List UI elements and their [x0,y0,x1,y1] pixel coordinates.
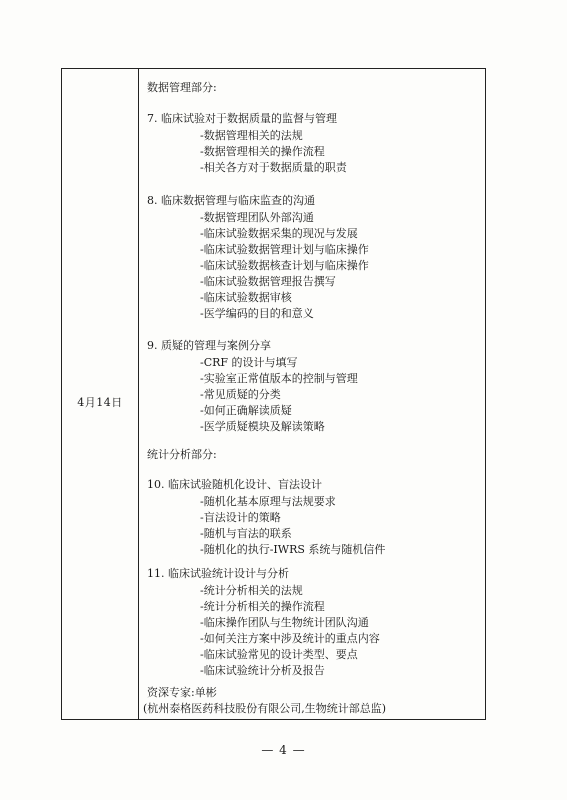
date-cell: 4月14日 [77,396,123,409]
section-9-item: -如何正确解读质疑 [200,404,292,417]
section-8-item: -临床试验数据采集的现况与发展 [200,227,358,240]
section-10-item: -随机与盲法的联系 [200,527,292,540]
section-11-item: -临床试验统计分析及报告 [200,664,325,677]
section-8-title: 8. 临床数据管理与临床监查的沟通 [147,194,315,207]
expert-affiliation: (杭州泰格医药科技股份有限公司,生物统计部总监) [143,702,387,715]
section-10-item: -随机化的执行-IWRS 系统与随机信件 [200,543,386,556]
section-9-item: -CRF 的设计与填写 [200,356,298,369]
section-8-item: -数据管理团队外部沟通 [200,211,314,224]
section-10-item: -随机化基本原理与法规要求 [200,495,336,508]
schedule-table [61,68,486,720]
section-7-title: 7. 临床试验对于数据质量的监督与管理 [147,112,337,125]
section-7-item: -相关各方对于数据质量的职责 [200,161,347,174]
section-7-item: -数据管理相关的操作流程 [200,145,325,158]
section-9-item: -常见质疑的分类 [200,388,281,401]
section-9-title: 9. 质疑的管理与案例分享 [147,339,271,352]
expert-name: 资深专家:单彬 [147,686,217,699]
page-number: — 4 — [261,743,306,757]
column-divider [138,69,139,719]
section-8-item: -临床试验数据管理计划与临床操作 [200,243,369,256]
section-11-item: -如何关注方案中涉及统计的重点内容 [200,632,380,645]
section-7-item: -数据管理相关的法规 [200,129,303,142]
section-10-item: -盲法设计的策略 [200,511,281,524]
section-8-item: -医学编码的目的和意义 [200,307,314,320]
section-9-item: -实验室正常值版本的控制与管理 [200,372,358,385]
section-9-item: -医学质疑模块及解读策略 [200,420,325,433]
section-11-item: -统计分析相关的法规 [200,584,303,597]
data-management-heading: 数据管理部分: [147,81,217,94]
section-11-item: -统计分析相关的操作流程 [200,600,325,613]
section-11-item: -临床操作团队与生物统计团队沟通 [200,616,369,629]
section-10-title: 10. 临床试验随机化设计、盲法设计 [147,478,322,491]
section-11-title: 11. 临床试验统计设计与分析 [147,567,289,580]
statistics-heading: 统计分析部分: [147,448,217,461]
section-8-item: -临床试验数据核查计划与临床操作 [200,259,369,272]
section-11-item: -临床试验常见的设计类型、要点 [200,648,358,661]
section-8-item: -临床试验数据管理报告撰写 [200,275,336,288]
section-8-item: -临床试验数据审核 [200,291,292,304]
